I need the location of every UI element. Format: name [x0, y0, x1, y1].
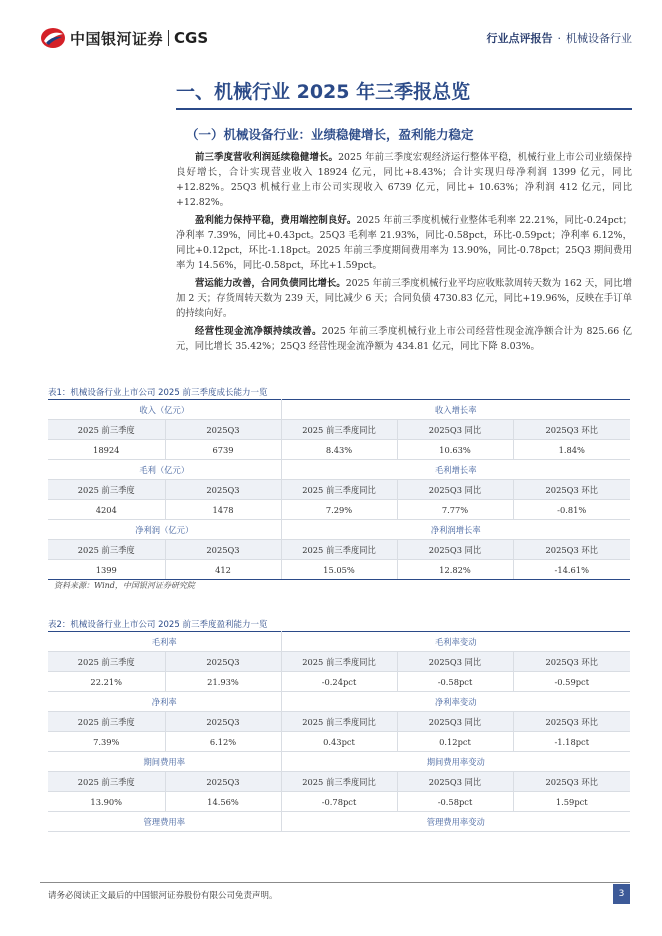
- column-header: 2025Q3 环比: [513, 480, 630, 500]
- column-header: 2025 前三季度: [48, 420, 165, 440]
- table-group-header: [48, 520, 630, 540]
- group-title: 期间费用率: [48, 752, 281, 772]
- table-cell: -1.18pct: [513, 732, 630, 752]
- footer-divider: [40, 882, 630, 883]
- section-divider: [176, 108, 632, 110]
- table-cell: 10.63%: [397, 440, 513, 460]
- table-subheader-row: [48, 652, 630, 672]
- column-header: 2025Q3 同比: [397, 772, 513, 792]
- table-cell: -0.59pct: [513, 672, 630, 692]
- table-cell: 1399: [48, 560, 165, 580]
- table1-caption: 表1：机械设备行业上市公司 2025 前三季度成长能力一览: [48, 388, 268, 398]
- table-row: [48, 732, 630, 752]
- header-separator: ·: [557, 32, 561, 45]
- group-title: 收入增长率: [281, 400, 630, 420]
- header-report-info: [487, 30, 633, 46]
- table-group-header: [48, 400, 630, 420]
- group-title: 净利润（亿元）: [48, 520, 281, 540]
- paragraph: [176, 324, 632, 354]
- group-title: 收入（亿元）: [48, 400, 281, 420]
- table-cell: -0.78pct: [281, 792, 397, 812]
- paragraph-lead: 盈利能力保持平稳，费用端控制良好。: [195, 215, 357, 226]
- column-header: 2025Q3 环比: [513, 540, 630, 560]
- table-cell: 15.05%: [281, 560, 397, 580]
- table-cell: 7.29%: [281, 500, 397, 520]
- column-header: 2025Q3 环比: [513, 712, 630, 732]
- table-cell: 12.82%: [397, 560, 513, 580]
- table-cell: 14.56%: [165, 792, 281, 812]
- paragraph-text: 2025 年前三季度宏观经济运行整体平稳，机械行业上市公司业绩保持良好增长，合计实现营业收入 18924 亿元，同比+8.43%；合计实现归母净利润 1399 亿元，同比+12.82%。25Q3 机械行业上市公司实现收入 6739 亿元，同比+ 10.63%；净利润 412 亿元，同比+12.82%。: [176, 152, 632, 208]
- paragraph: [176, 150, 632, 210]
- page-number: 3: [613, 884, 630, 904]
- table1-source: 资料来源：Wind，中国银河证券研究院: [54, 581, 195, 590]
- table-cell: -0.58pct: [397, 672, 513, 692]
- column-header: 2025 前三季度: [48, 652, 165, 672]
- group-title: 毛利率变动: [281, 632, 630, 652]
- table-cell: -0.58pct: [397, 792, 513, 812]
- table-cell: 18924: [48, 440, 165, 460]
- column-header: 2025Q3 同比: [397, 420, 513, 440]
- table-subheader-row: [48, 480, 630, 500]
- table-row: [48, 440, 630, 460]
- table-subheader-row: [48, 772, 630, 792]
- table-subheader-row: [48, 420, 630, 440]
- table-cell: 7.39%: [48, 732, 165, 752]
- group-title: 管理费用率变动: [281, 812, 630, 832]
- table2-caption: 表2：机械设备行业上市公司 2025 前三季度盈利能力一览: [48, 620, 268, 630]
- column-header: 2025 前三季度: [48, 480, 165, 500]
- table-cell: 8.43%: [281, 440, 397, 460]
- logo-divider: [168, 30, 169, 46]
- table-cell: -0.81%: [513, 500, 630, 520]
- page-header: [0, 0, 662, 52]
- table-cell: -14.61%: [513, 560, 630, 580]
- body-text: [176, 150, 632, 357]
- column-header: 2025Q3: [165, 420, 281, 440]
- table-row: [48, 672, 630, 692]
- industry-name: 机械设备行业: [566, 32, 632, 45]
- column-header: 2025 前三季度同比: [281, 540, 397, 560]
- company-logo: [40, 27, 208, 49]
- paragraph: [176, 276, 632, 321]
- profitability-table: [48, 631, 630, 832]
- paragraph-text: 2025 年前三季度机械行业平均应收账款周转天数为 162 天，同比增加 2 天；存货周转天数为 239 天，同比减少 6 天；合同负债 4730.83 亿元，同比+19.96%，反映在手订单的持续向好。: [176, 278, 632, 319]
- column-header: 2025Q3 同比: [397, 480, 513, 500]
- table-cell: 21.93%: [165, 672, 281, 692]
- logo-english-name: CGS: [174, 29, 209, 47]
- table-cell: 4204: [48, 500, 165, 520]
- column-header: 2025 前三季度: [48, 540, 165, 560]
- group-title: 净利率: [48, 692, 281, 712]
- column-header: 2025 前三季度同比: [281, 420, 397, 440]
- paragraph-text: 2025 年前三季度机械行业上市公司经营性现金流净额合计为 825.66 亿元，同比增长 35.42%；25Q3 经营性现金流净额为 434.81 亿元，同比下降 8.03%。: [176, 326, 632, 352]
- column-header: 2025Q3 同比: [397, 540, 513, 560]
- column-header: 2025 前三季度同比: [281, 480, 397, 500]
- group-title: 毛利（亿元）: [48, 460, 281, 480]
- paragraph-text: 2025 年前三季度机械行业整体毛利率 22.21%，同比-0.24pct；净利率 7.39%，同比+0.43pct。25Q3 毛利率 21.93%，同比-0.58pct，环比-0.59pct；净利率 6.12%，同比+0.12pct，环比-1.18pct。2025 年前三季度期间费用率为 13.90%，同比-0.78pct；25Q3 期间费用率为 14.56%，同比-0.58pct，环比+1.59pct。: [176, 215, 632, 271]
- table-group-header: [48, 632, 630, 652]
- paragraph-lead: 营运能力改善，合同负债同比增长。: [195, 278, 346, 289]
- column-header: 2025 前三季度同比: [281, 712, 397, 732]
- table-cell: 7.77%: [397, 500, 513, 520]
- column-header: 2025Q3: [165, 652, 281, 672]
- column-header: 2025 前三季度: [48, 772, 165, 792]
- logo-chinese-name: 中国银河证券: [70, 29, 164, 48]
- paragraph-lead: 经营性现金流净额持续改善。: [195, 326, 322, 337]
- table-cell: 0.43pct: [281, 732, 397, 752]
- column-header: 2025Q3 同比: [397, 712, 513, 732]
- group-title: 毛利率: [48, 632, 281, 652]
- table-subheader-row: [48, 712, 630, 732]
- table-group-header: [48, 460, 630, 480]
- table-row: [48, 560, 630, 580]
- group-title: 净利润增长率: [281, 520, 630, 540]
- table-cell: 412: [165, 560, 281, 580]
- column-header: 2025Q3: [165, 712, 281, 732]
- column-header: 2025 前三季度同比: [281, 772, 397, 792]
- subsection-title: （一）机械设备行业：业绩稳健增长，盈利能力稳定: [186, 127, 474, 142]
- growth-table: [48, 399, 630, 580]
- table-cell: 0.12pct: [397, 732, 513, 752]
- section-title: 一、机械行业 2025 年三季报总览: [176, 81, 471, 103]
- table-cell: 6.12%: [165, 732, 281, 752]
- table-cell: 1478: [165, 500, 281, 520]
- table-cell: -0.24pct: [281, 672, 397, 692]
- table-cell: 13.90%: [48, 792, 165, 812]
- cgs-logo-icon: [40, 27, 66, 49]
- table-group-header: [48, 752, 630, 772]
- table-cell: 22.21%: [48, 672, 165, 692]
- table-cell: 6739: [165, 440, 281, 460]
- column-header: 2025 前三季度同比: [281, 652, 397, 672]
- footer-disclaimer: 请务必阅读正文最后的中国银河证券股份有限公司免责声明。: [48, 891, 278, 901]
- column-header: 2025Q3 环比: [513, 772, 630, 792]
- table-cell: 1.59pct: [513, 792, 630, 812]
- group-title: 毛利增长率: [281, 460, 630, 480]
- table-row: [48, 500, 630, 520]
- column-header: 2025Q3: [165, 772, 281, 792]
- column-header: 2025Q3: [165, 540, 281, 560]
- table-cell: 1.84%: [513, 440, 630, 460]
- column-header: 2025Q3 环比: [513, 652, 630, 672]
- column-header: 2025Q3 同比: [397, 652, 513, 672]
- column-header: 2025Q3 环比: [513, 420, 630, 440]
- table-group-header: [48, 812, 630, 832]
- table-subheader-row: [48, 540, 630, 560]
- table-group-header: [48, 692, 630, 712]
- column-header: 2025Q3: [165, 480, 281, 500]
- group-title: 管理费用率: [48, 812, 281, 832]
- report-type: 行业点评报告: [486, 32, 553, 45]
- group-title: 期间费用率变动: [281, 752, 630, 772]
- group-title: 净利率变动: [281, 692, 630, 712]
- table-row: [48, 792, 630, 812]
- paragraph-lead: 前三季度营收利润延续稳健增长。: [195, 152, 339, 163]
- column-header: 2025 前三季度: [48, 712, 165, 732]
- paragraph: [176, 213, 632, 273]
